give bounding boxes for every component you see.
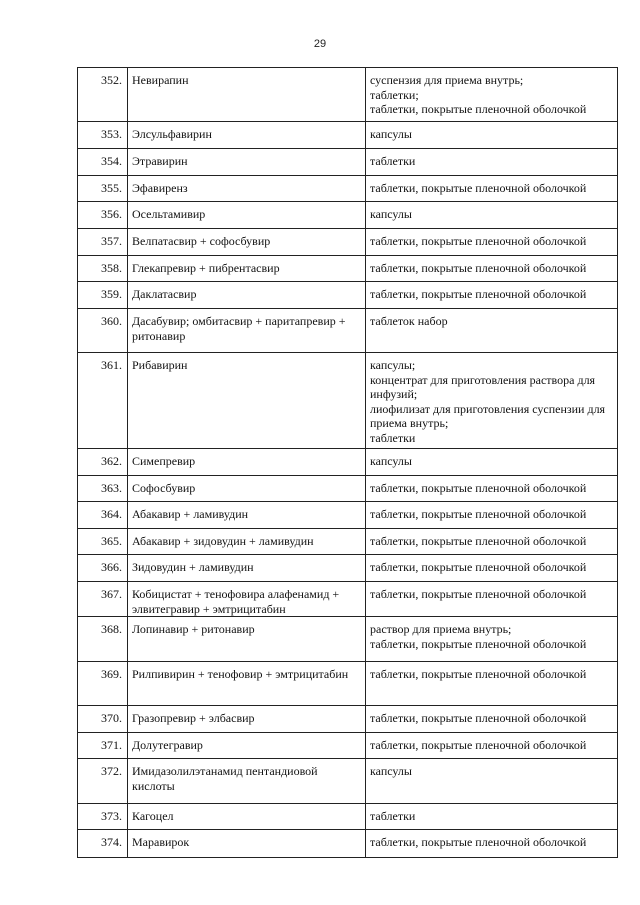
table-row [78,256,618,282]
table-row [78,176,618,202]
table-row [78,476,618,502]
row-number: 360. [78,309,128,353]
drug-name: Даклатасвир [128,282,366,309]
drug-name: Невирапин [128,68,366,122]
dosage-form: таблетки, покрытые пленочной оболочкой [366,229,618,256]
row-number: 364. [78,502,128,529]
drug-name: Этравирин [128,149,366,176]
drug-name: Велпатасвир + софосбувир [128,229,366,256]
row-number: 358. [78,256,128,282]
table-row [78,309,618,353]
page-number: 29 [313,38,327,50]
row-number: 355. [78,176,128,202]
row-number: 362. [78,449,128,476]
dosage-form: таблетки, покрытые пленочной оболочкой [366,282,618,309]
table-row [78,662,618,706]
row-number: 356. [78,202,128,229]
dosage-form: таблетки, покрытые пленочной оболочкой [366,706,618,733]
dosage-form: таблетки, покрытые пленочной оболочкой [366,176,618,202]
drug-name: Эфавиренз [128,176,366,202]
dosage-form: таблетки, покрытые пленочной оболочкой [366,529,618,555]
drug-name: Долутегравир [128,733,366,759]
dosage-form: капсулы [366,759,618,804]
dosage-form: таблетки, покрытые пленочной оболочкой [366,662,618,706]
dosage-form: таблетки, покрытые пленочной оболочкой [366,830,618,858]
row-number: 359. [78,282,128,309]
row-number: 361. [78,353,128,449]
row-number: 367. [78,582,128,617]
table-row [78,759,618,804]
table-row [78,706,618,733]
table-row [78,804,618,830]
drug-name: Имидазолилэтанамид пентандиовой кислоты [128,759,366,804]
drug-name: Абакавир + зидовудин + ламивудин [128,529,366,555]
table-row [78,229,618,256]
dosage-form: таблетки, покрытые пленочной оболочкой [366,256,618,282]
table-row [78,149,618,176]
table-row [78,733,618,759]
drug-name: Осельтамивир [128,202,366,229]
drug-name: Дасабувир; омбитасвир + паритапревир + ритонавир [128,309,366,353]
dosage-form: таблетки [366,149,618,176]
table-row [78,449,618,476]
dosage-form: капсулы; концентрат для приготовления раствора для инфузий; лиофилизат для приготовления суспензии для приема внутрь; таблетки [366,353,618,449]
table-row [78,617,618,662]
dosage-form: таблетки, покрытые пленочной оболочкой [366,582,618,617]
dosage-form: таблетки, покрытые пленочной оболочкой [366,733,618,759]
row-number: 357. [78,229,128,256]
dosage-form: капсулы [366,122,618,149]
dosage-form: таблетки [366,804,618,830]
dosage-form: таблетки, покрытые пленочной оболочкой [366,476,618,502]
row-number: 353. [78,122,128,149]
row-number: 369. [78,662,128,706]
table-row [78,122,618,149]
table-row [78,202,618,229]
drug-name: Кагоцел [128,804,366,830]
dosage-form: таблетки, покрытые пленочной оболочкой [366,555,618,582]
dosage-form: капсулы [366,202,618,229]
row-number: 373. [78,804,128,830]
drug-name: Элсульфавирин [128,122,366,149]
drug-name: Лопинавир + ритонавир [128,617,366,662]
table-row [78,555,618,582]
table-row [78,282,618,309]
table-row [78,529,618,555]
drug-name: Симепревир [128,449,366,476]
table-row [78,582,618,617]
row-number: 371. [78,733,128,759]
dosage-form: суспензия для приема внутрь; таблетки; таблетки, покрытые пленочной оболочкой [366,68,618,122]
row-number: 354. [78,149,128,176]
drug-name: Рилпивирин + тенофовир + эмтрицитабин [128,662,366,706]
table-row [78,68,618,122]
drug-name: Кобицистат + тенофовира алафенамид + элвитегравир + эмтрицитабин [128,582,366,617]
row-number: 370. [78,706,128,733]
dosage-form: таблетки, покрытые пленочной оболочкой [366,502,618,529]
table-row [78,502,618,529]
drug-table [77,67,618,858]
table-row [78,830,618,858]
table-row [78,353,618,449]
drug-name: Глекапревир + пибрентасвир [128,256,366,282]
drug-name: Рибавирин [128,353,366,449]
row-number: 352. [78,68,128,122]
row-number: 368. [78,617,128,662]
row-number: 365. [78,529,128,555]
row-number: 363. [78,476,128,502]
row-number: 374. [78,830,128,858]
dosage-form: таблеток набор [366,309,618,353]
dosage-form: раствор для приема внутрь; таблетки, покрытые пленочной оболочкой [366,617,618,662]
drug-name: Зидовудин + ламивудин [128,555,366,582]
drug-name: Софосбувир [128,476,366,502]
dosage-form: капсулы [366,449,618,476]
drug-table-body [78,68,618,858]
drug-name: Гразопревир + элбасвир [128,706,366,733]
row-number: 372. [78,759,128,804]
drug-name: Абакавир + ламивудин [128,502,366,529]
drug-name: Маравирок [128,830,366,858]
row-number: 366. [78,555,128,582]
